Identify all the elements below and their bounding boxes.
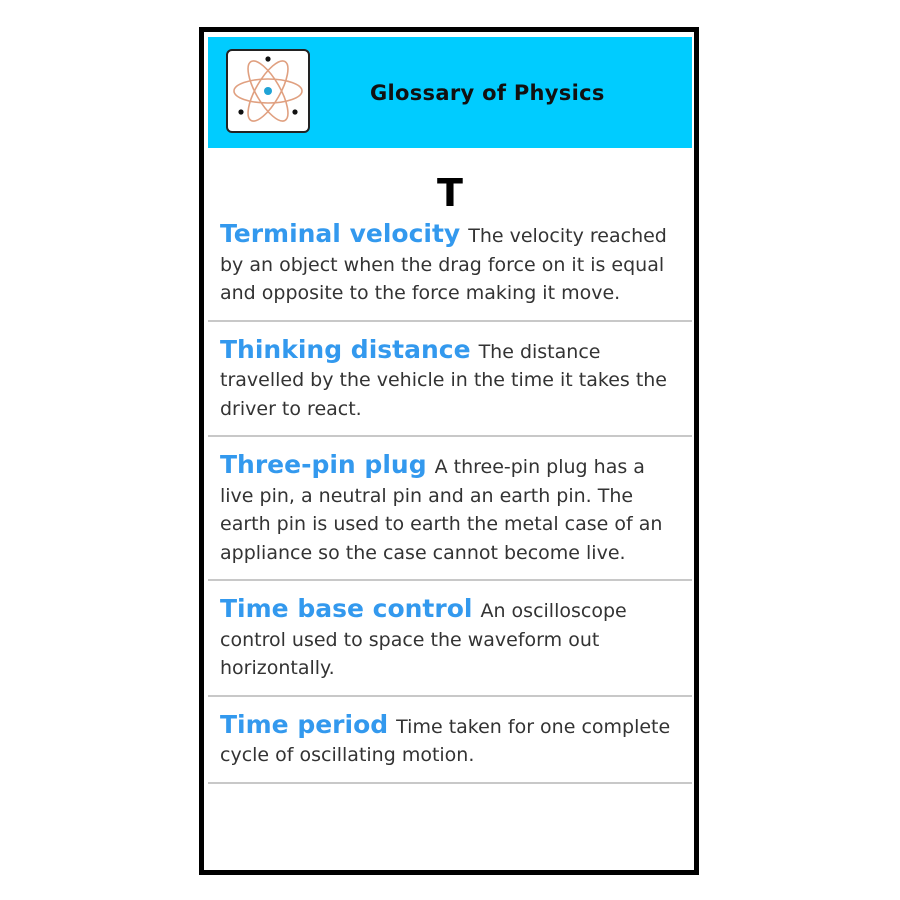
entry-term: Three-pin plug xyxy=(220,450,427,479)
entry-definition: Time taken for one complete cycle of oscillating motion. xyxy=(220,715,671,766)
entry-definition: An oscilloscope control used to space the waveform out horizontally. xyxy=(220,600,627,679)
glossary-entry-time-base-control[interactable] xyxy=(208,581,692,697)
section-letter: T xyxy=(437,171,463,215)
entry-term: Time base control xyxy=(220,594,473,623)
app-header xyxy=(208,37,692,148)
app-screen xyxy=(208,37,692,870)
glossary-entry-thinking-distance[interactable] xyxy=(208,322,692,438)
entry-term: Terminal velocity xyxy=(220,219,461,248)
app-title: Glossary of Physics xyxy=(370,81,605,105)
glossary-entry-three-pin-plug[interactable] xyxy=(208,437,692,581)
entry-definition: A three-pin plug has a live pin, a neutral pin and an earth pin. The earth pin is used to earth the metal case of an appliance so the case cannot become live. xyxy=(220,456,663,564)
glossary-entry-terminal-velocity[interactable] xyxy=(208,216,692,322)
entry-definition: The distance travelled by the vehicle in the time it takes the driver to react. xyxy=(220,340,668,420)
entry-definition: The velocity reached by an object when the drag force on it is equal and opposite to the force making it move. xyxy=(220,225,667,304)
phone-frame xyxy=(199,27,699,875)
glossary-entry-time-period[interactable] xyxy=(208,697,692,784)
entry-term: Thinking distance xyxy=(220,334,471,364)
atom-icon[interactable] xyxy=(226,49,310,133)
entry-term: Time period xyxy=(220,709,389,739)
